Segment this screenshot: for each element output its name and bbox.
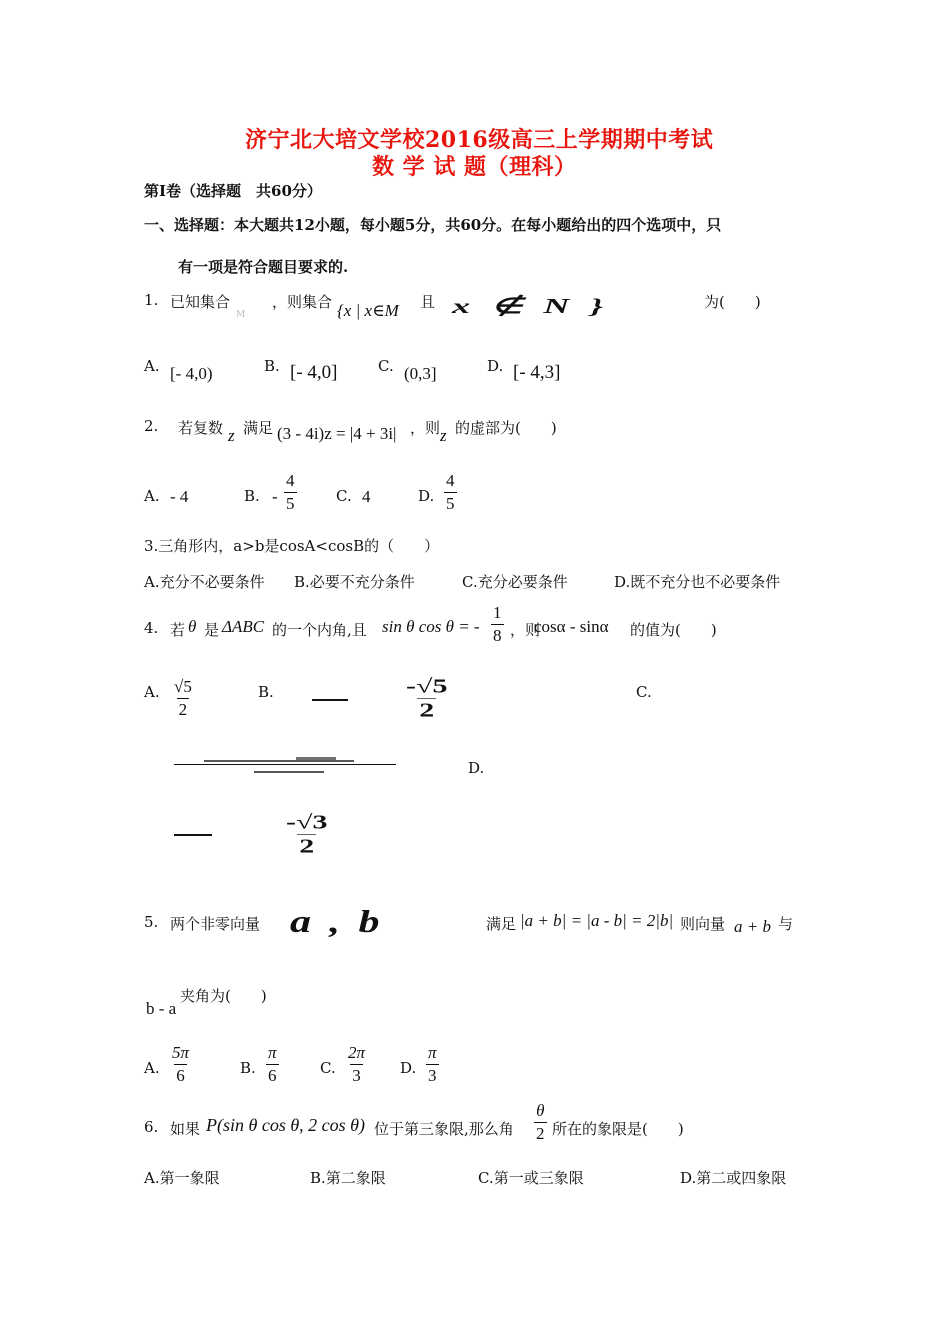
q2-option-d-fraction — [444, 472, 457, 513]
q1-option-d-label: D. — [487, 357, 504, 375]
q1-number: 1. — [144, 291, 159, 309]
q1-option-a-label: A. — [144, 357, 160, 375]
q5-option-b-label: B. — [240, 1059, 256, 1077]
q1-option-c: (0,3] — [404, 364, 437, 383]
q4-frac-num: 1 — [493, 603, 502, 622]
q2-option-a: - 4 — [170, 487, 189, 506]
q4-number: 4. — [144, 619, 159, 637]
q6-text-b: 位于第三象限,那么角 — [374, 1120, 514, 1138]
q5-text-d: 与 — [778, 915, 794, 933]
q1-text-c: 且 — [420, 293, 436, 311]
q1-option-b-label: B. — [264, 357, 280, 375]
q6-option-b: B.第二象限 — [310, 1169, 386, 1187]
page-subtitle: 数 学 试 题（理科） — [372, 154, 577, 180]
q2-text-d: 的虚部为( ) — [455, 419, 557, 437]
q6-frac-den: 2 — [536, 1123, 545, 1143]
q2-option-b-num: 4 — [286, 471, 295, 490]
q4-fraction — [491, 604, 504, 645]
q4-option-b-dash — [312, 699, 348, 701]
q5-text-a: 两个非零向量 — [170, 915, 261, 933]
q6-option-c: C.第一或三象限 — [478, 1169, 584, 1187]
q5-option-c-num: 2π — [348, 1043, 366, 1062]
q4-expr2: cosα - sinα — [534, 617, 609, 636]
q5-option-d-label: D. — [400, 1059, 417, 1077]
q5-text-e: 夹角为( ) — [180, 987, 267, 1005]
q4-option-a-fraction — [172, 678, 194, 719]
q4-text-b: 是 — [204, 621, 220, 639]
q2-var-z: z — [228, 426, 235, 445]
q4-text-a: 若 — [170, 621, 186, 639]
q6-number: 6. — [144, 1118, 159, 1136]
q4-text-d: ，则 — [510, 621, 541, 639]
q1-faint-image: M — [236, 310, 246, 320]
q6-option-a: A.第一象限 — [144, 1169, 220, 1187]
q4-text-c: 的一个内角,且 — [272, 621, 367, 639]
part-label: 第Ⅰ卷（选择题 共60分） — [144, 182, 322, 200]
q4-option-b-label: B. — [258, 683, 274, 701]
q5-option-b-fraction — [266, 1044, 279, 1085]
q4-option-a-label: A. — [144, 683, 160, 701]
q4-option-d-dash — [174, 834, 212, 836]
q4-option-b-fraction — [404, 676, 449, 720]
q5-option-d-num: π — [428, 1043, 437, 1062]
q4-triangle: ΔABC — [222, 617, 265, 636]
q3-option-a: A.充分不必要条件 — [144, 573, 265, 591]
q4-option-d-den: 2 — [299, 835, 315, 857]
q3-option-c: C.充分必要条件 — [462, 573, 568, 591]
q5-option-a-den: 6 — [176, 1065, 185, 1085]
q4-option-d-value: -√3 — [286, 811, 328, 833]
q2-option-b-fraction — [284, 472, 297, 513]
instruction-line-2: 有一项是符合题目要求的. — [178, 258, 349, 276]
q4-option-c-label: C. — [636, 683, 652, 701]
q1-text-b: ，则集合 — [272, 293, 333, 311]
q2-option-d-den: 5 — [446, 493, 455, 513]
q2-var-z2: z — [440, 426, 447, 445]
q5-text-c: 则向量 — [680, 915, 726, 933]
q2-option-a-label: A. — [144, 487, 160, 505]
q5-option-a-label: A. — [144, 1059, 160, 1077]
q5-text-b: 满足 — [486, 915, 517, 933]
q2-option-b-sign: - — [272, 487, 278, 506]
q2-option-d-label: D. — [418, 487, 435, 505]
q6-text-c: 所在的象限是( ) — [552, 1120, 684, 1138]
q2-text-a: 若复数 — [178, 419, 224, 437]
q6-point: P(sin θ cos θ, 2 cos θ) — [206, 1115, 366, 1135]
q1-big-expr: x ∉ N } — [452, 294, 609, 318]
q3-stem: 3.三角形内，a>b是cosA<cosB的（ ） — [144, 537, 440, 555]
q5-option-b-num: π — [268, 1043, 277, 1062]
q5-condition: |a + b| = |a - b| = 2|b| — [520, 911, 674, 930]
q1-option-d: [- 4,3] — [513, 362, 561, 383]
q5-option-a-fraction — [170, 1044, 191, 1085]
q3-option-d: D.既不充分也不必要条件 — [614, 573, 781, 591]
q4-option-a-num: √5 — [174, 677, 192, 696]
q1-text-d: 为( ) — [704, 293, 761, 311]
q2-equation: (3 - 4i)z = |4 + 3i| — [277, 424, 397, 443]
q6-frac-num: θ — [536, 1101, 545, 1120]
q4-frac-den: 8 — [493, 625, 502, 645]
q1-set-expr: {x | x∈M — [337, 301, 399, 320]
page-title: 济宁北大培文学校2016级高三上学期期中考试 — [245, 127, 714, 153]
q5-big-expr: a , b — [290, 904, 384, 940]
q1-option-c-label: C. — [378, 357, 394, 375]
q2-option-d-num: 4 — [446, 471, 455, 490]
q1-option-a: [- 4,0) — [170, 364, 213, 383]
q2-option-c: 4 — [362, 487, 371, 506]
q5-option-c-den: 3 — [352, 1065, 361, 1085]
q2-option-b-den: 5 — [286, 493, 295, 513]
q6-option-d: D.第二或四象限 — [680, 1169, 787, 1187]
q4-expr: sin θ cos θ = - — [382, 617, 480, 636]
q5-option-c-label: C. — [320, 1059, 336, 1077]
q1-text-a: 已知集合 — [170, 293, 231, 311]
q2-number: 2. — [144, 417, 159, 435]
q3-option-b: B.必要不充分条件 — [294, 573, 415, 591]
q5-vec2: b - a — [146, 999, 177, 1018]
q2-option-b-label: B. — [244, 487, 260, 505]
q5-option-c-fraction — [346, 1044, 367, 1085]
q5-option-d-den: 3 — [428, 1065, 437, 1085]
q5-option-b-den: 6 — [268, 1065, 277, 1085]
q5-option-a-num: 5π — [172, 1043, 190, 1062]
q2-option-c-label: C. — [336, 487, 352, 505]
q4-text-e: 的值为( ) — [630, 621, 717, 639]
q6-fraction — [534, 1102, 547, 1143]
q4-option-d-label: D. — [468, 759, 485, 777]
q4-option-b-value: -√5 — [406, 675, 448, 697]
q4-theta: θ — [188, 617, 197, 636]
instruction-line-1: 一、选择题：本大题共12小题，每小题5分，共60分。在每小题给出的四个选项中，只 — [144, 216, 722, 234]
q2-text-b: 满足 — [243, 419, 274, 437]
q5-option-d-fraction — [426, 1044, 439, 1085]
q5-number: 5. — [144, 913, 159, 931]
q5-vec1: a + b — [734, 917, 771, 936]
q4-option-d-fraction — [284, 812, 329, 856]
q1-option-b: [- 4,0] — [290, 362, 338, 383]
q4-option-a-den: 2 — [178, 699, 188, 719]
q6-text-a: 如果 — [170, 1120, 201, 1138]
q2-text-c: ，则 — [410, 419, 441, 437]
q4-option-b-den: 2 — [419, 699, 435, 721]
